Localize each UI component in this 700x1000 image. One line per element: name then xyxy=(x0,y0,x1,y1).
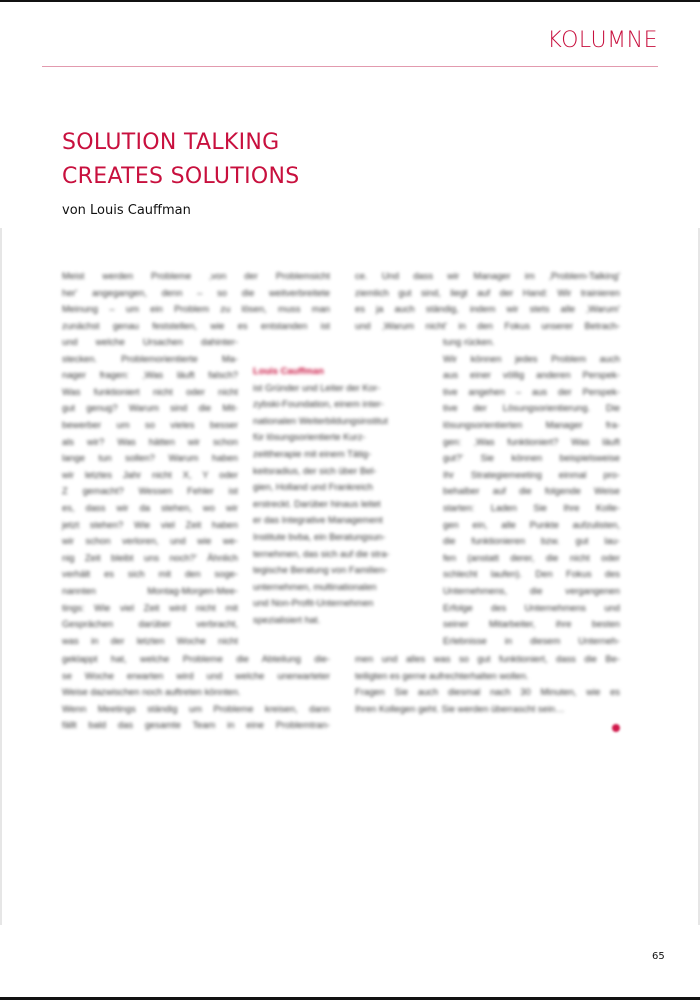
text-line: unternehmen, multinationalen xyxy=(253,580,377,592)
text-line: und welche Ursachen dahinter- xyxy=(62,336,238,347)
right-column-top xyxy=(355,268,620,334)
text-line: tive angehen – aus der Perspek- xyxy=(443,385,620,397)
text-line: spezialisiert hat. xyxy=(253,613,321,625)
text-line: Wir können jedes Problem auch xyxy=(443,352,620,364)
text-line: zeittherapie mit einem Tätig- xyxy=(253,447,372,459)
text-line: zunächst genau feststellen, wie es entstanden ist xyxy=(62,319,330,331)
text-line: die funktionieren bzw. gut lau- xyxy=(443,535,620,547)
text-line: geklappt hat, welche Probleme die Abteilung die- xyxy=(62,653,330,664)
text-line: lange tun sollen? Warum haben xyxy=(62,452,238,464)
text-line: keitsradius, der sich über Bel- xyxy=(253,464,377,476)
text-line: Institute bvba, ein Beratungsun- xyxy=(253,530,386,542)
text-line: nager fragen: ‚Was läuft falsch? xyxy=(62,369,238,381)
text-line: gut genug? Warum sind die Mit- xyxy=(62,402,238,414)
header-rule xyxy=(42,66,658,67)
text-line: Gesprächen darüber verbracht, xyxy=(62,618,238,630)
text-line: wir letztes Jahr nicht X, Y oder xyxy=(62,468,238,480)
text-line: Unternehmens, die vergangenen xyxy=(443,584,620,596)
text-line: fen (anstatt derer, die nicht oder xyxy=(443,551,620,563)
text-line: starten: Laden Sie Ihre Kolle- xyxy=(443,501,620,513)
text-line: Was funktioniert nicht oder nicht xyxy=(62,385,238,397)
text-line: jetzt stehen? Wie viel Zeit haben xyxy=(62,518,238,530)
text-line: Meist werden Probleme ‚von der Problemsicht xyxy=(62,270,330,281)
text-line: gut?' Sie können beispielsweise xyxy=(443,452,620,464)
article-title xyxy=(62,126,300,194)
text-line: her' angegangen, denn – so die weitverbreitete xyxy=(62,286,330,298)
text-line: fällt bald das gesamte Team in eine Problemtran- xyxy=(62,719,330,731)
text-line: Wenn Meetings ständig um Probleme kreisen, dann xyxy=(62,702,330,714)
text-line: für lösungsorientierte Kurz- xyxy=(253,431,366,443)
text-line: ziemlich gut sind, liegt auf der Hand: Wir trainieren xyxy=(355,286,620,298)
right-column-bottom xyxy=(355,651,620,717)
left-column-middle xyxy=(62,334,238,649)
text-line: Z gemacht? Wessen Fehler ist xyxy=(62,485,238,497)
text-line: er das Integrative Management xyxy=(253,514,383,526)
title-line: SOLUTION TALKING xyxy=(62,130,280,155)
author-box xyxy=(253,363,390,629)
text-line: Ihr Strategiemeeting einmal pro- xyxy=(443,468,620,480)
page-number: 65 xyxy=(652,951,665,962)
text-line: verhält es sich mit den soge- xyxy=(62,568,238,580)
text-line: Meinung – um ein Problem zu lösen, muss man xyxy=(62,303,330,315)
text-line: wir schon verloren, und wie we- xyxy=(62,535,238,547)
text-line: gien, Holland und Frankreich xyxy=(253,481,373,493)
right-column-middle xyxy=(443,334,620,649)
text-line: behalber auf die folgende Weise xyxy=(443,485,620,497)
text-line: tung rücken. xyxy=(443,336,495,347)
author-name: Louis Cauffman xyxy=(253,365,324,376)
text-line: gen: ‚Was funktioniert? Was läuft xyxy=(443,435,620,447)
text-line: ce. Und dass wir Manager im ‚Problem-Talking' xyxy=(355,270,620,281)
text-line: es, dass wir da stehen, wo wir xyxy=(62,501,238,513)
text-line: als wir? Was hätten wir schon xyxy=(62,435,238,447)
text-line: gen ein, alle Punkte aufzulisten, xyxy=(443,518,620,530)
text-line: was in der letzten Woche nicht xyxy=(62,634,238,646)
text-line: ternehmen, das sich auf die stra- xyxy=(253,547,390,559)
text-line: teiligten es gerne aufrechterhalten wollen. xyxy=(355,669,529,681)
left-column-top xyxy=(62,268,330,334)
text-line: bewerber um so vieles besser xyxy=(62,418,238,430)
text-line: nannten Montag-Morgen-Mee- xyxy=(62,584,238,596)
title-line: CREATES SOLUTIONS xyxy=(62,164,300,189)
text-line: Weise dazwischen noch auftreten könnten. xyxy=(62,686,241,698)
section-label: KOLUMNE xyxy=(547,28,658,53)
author-bio xyxy=(253,380,390,629)
text-line: es ja auch ständig, indem wir stets alle ‚Warum' xyxy=(355,303,620,315)
text-line: schlecht laufen). Den Fokus des xyxy=(443,568,620,580)
text-line: tegische Beratung von Familien- xyxy=(253,564,388,576)
text-line: nationalen Weiterbildungsinstitut xyxy=(253,414,388,426)
text-line: aus einer völlig anderen Perspek- xyxy=(443,369,620,381)
top-border xyxy=(0,0,700,2)
text-line: lösungsorientierten Manager fra- xyxy=(443,418,620,430)
text-line: men und alles was so gut funktioniert, dass die Be- xyxy=(355,653,620,664)
text-line: tive der Lösungsorientierung. Die xyxy=(443,402,620,414)
text-line: Ihren Kollegen geht. Sie werden überrascht sein… xyxy=(355,702,565,714)
text-line: und ‚Warum nicht' in den Fokus unserer Betrach- xyxy=(355,319,620,331)
left-column-bottom xyxy=(62,651,330,734)
byline: von Louis Cauffman xyxy=(62,203,191,218)
text-line: und Non-Profit-Unternehmen xyxy=(253,597,374,609)
text-line: ist Gründer und Leiter der Kor- xyxy=(253,381,381,393)
text-line: stecken. Problemorientierte Ma- xyxy=(62,352,238,364)
end-mark-icon xyxy=(612,724,620,732)
page-edge-left xyxy=(0,228,2,925)
text-line: Erfolge des Unternehmens und xyxy=(443,601,620,613)
text-line: Fragen Sie auch diesmal nach 30 Minuten, wie es xyxy=(355,686,620,698)
text-line: nig Zeit bleibt uns noch?' Ähnlich xyxy=(62,551,238,563)
text-line: Erlebnisse in diesem Unterneh- xyxy=(443,634,620,646)
text-line: tings: Wie viel Zeit wird nicht mit xyxy=(62,601,238,613)
text-line: seiner Mitarbeiter, ihre besten xyxy=(443,618,620,630)
text-line: erstreckt. Darüber hinaus leitet xyxy=(253,497,381,509)
text-line: se Woche erwarten wird und welche unerwarteter xyxy=(62,669,330,681)
text-line: zybski-Foundation, einem inter- xyxy=(253,398,384,410)
